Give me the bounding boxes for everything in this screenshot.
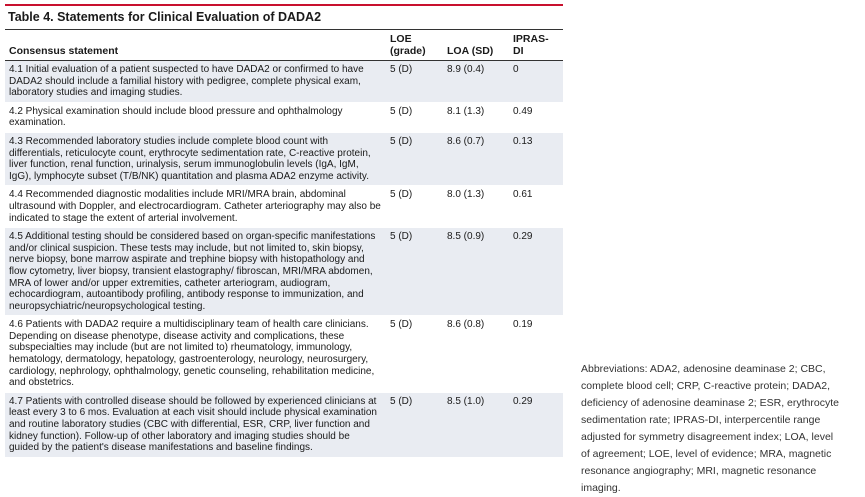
cell-ipras: 0 [509, 61, 563, 103]
cell-loa: 8.5 (0.9) [443, 228, 509, 316]
cell-statement: 4.1 Initial evaluation of a patient suspected to have DADA2 or confirmed to have DADA2 should include a familial history with pedigree, complete physical exam, laboratory studies and imaging studies. [5, 61, 386, 103]
table-panel [5, 4, 563, 458]
table-row [5, 228, 563, 316]
header-ipras: IPRAS-DI [509, 30, 563, 61]
header-loe: LOE (grade) [386, 30, 443, 61]
cell-ipras: 0.13 [509, 132, 563, 185]
table-row [5, 392, 563, 457]
cell-statement: 4.7 Patients with controlled disease should be followed by experienced clinicians at least every 3 to 6 mos. Evaluation at each visit should include physical examination and routine laboratory studies (CBC with differential, ESR, CRP, liver function and kidney function). Follow-up of other laboratory and imaging studies should be guided by the patient's disease manifestations and baseline findings. [5, 392, 386, 457]
cell-loa: 8.6 (0.8) [443, 316, 509, 393]
cell-loe: 5 (D) [386, 228, 443, 316]
cell-statement: 4.3 Recommended laboratory studies include complete blood count with differentials, reticulocyte count, erythrocyte sedimentation rate, C-reactive protein, liver function, renal function, urinalysis, serum immunoglobulin levels (IgA, IgM, IgG), lymphocyte subset (T/B/NK) quantitation and plasma ADA2 enzyme activity. [5, 132, 386, 185]
cell-ipras: 0.49 [509, 102, 563, 132]
cell-loa: 8.1 (1.3) [443, 102, 509, 132]
cell-ipras: 0.19 [509, 316, 563, 393]
cell-statement: 4.2 Physical examination should include blood pressure and ophthalmology examination. [5, 102, 386, 132]
cell-loe: 5 (D) [386, 102, 443, 132]
cell-loe: 5 (D) [386, 61, 443, 103]
abbreviations-footnote: Abbreviations: ADA2, adenosine deaminase 2; CBC, complete blood cell; CRP, C-reactive protein; DADA2, deficiency of adenosine deaminase 2; ESR, erythrocyte sedimentation rate; IPRAS-DI, interpercentile range adjusted for symmetry disagreement index; LOA, level of agreement; LOE, level of evidence; MRA, magnetic resonance angiography; MRI, magnetic resonance imaging. [581, 363, 839, 494]
table-title: Table 4. Statements for Clinical Evaluation of DADA2 [5, 4, 563, 29]
cell-loa: 8.5 (1.0) [443, 392, 509, 457]
table-row [5, 102, 563, 132]
table-row [5, 316, 563, 393]
cell-statement: 4.5 Additional testing should be considered based on organ-specific manifestations and/or clinical suspicion. These tests may include, but not limited to, skin biopsy, nerve biopsy, bone marrow aspirate and trephine biopsy with histopathology and flow cytometry, liver biopsy, transient elastography/ fibroscan, MRI/MRA abdomen, MRA of lower and/or upper extremities, catheter arteriogram, audiogram, echocardiogram, autoantibody profiling, antibody response to immunization, and neuropsychiatric/neuropsychological testing. [5, 228, 386, 316]
header-statement: Consensus statement [5, 30, 386, 61]
cell-ipras: 0.61 [509, 186, 563, 228]
table-row [5, 132, 563, 185]
cell-loe: 5 (D) [386, 186, 443, 228]
cell-loa: 8.0 (1.3) [443, 186, 509, 228]
cell-loe: 5 (D) [386, 132, 443, 185]
table-header-row [5, 30, 563, 61]
cell-statement: 4.4 Recommended diagnostic modalities include MRI/MRA brain, abdominal ultrasound with Doppler, and electrocardiogram. Catheter arteriography may also be indicated to stage the extent of arterial involvement. [5, 186, 386, 228]
consensus-table [5, 29, 563, 458]
cell-loe: 5 (D) [386, 392, 443, 457]
header-loa: LOA (SD) [443, 30, 509, 61]
cell-ipras: 0.29 [509, 228, 563, 316]
table-row [5, 61, 563, 103]
table-row [5, 186, 563, 228]
cell-loe: 5 (D) [386, 316, 443, 393]
cell-statement: 4.6 Patients with DADA2 require a multidisciplinary team of health care clinicians. Depending on disease phenotype, disease activity and complications, these subspecialties may include (but are not limited to) rheumatology, immunology, hematology, dermatology, hepatology, gastroenterology, neurology, neurosurgery, cardiology, nephrology, ophthalmology, genetic counseling, rehabilitation medicine, and obstetrics. [5, 316, 386, 393]
cell-loa: 8.9 (0.4) [443, 61, 509, 103]
cell-loa: 8.6 (0.7) [443, 132, 509, 185]
cell-ipras: 0.29 [509, 392, 563, 457]
